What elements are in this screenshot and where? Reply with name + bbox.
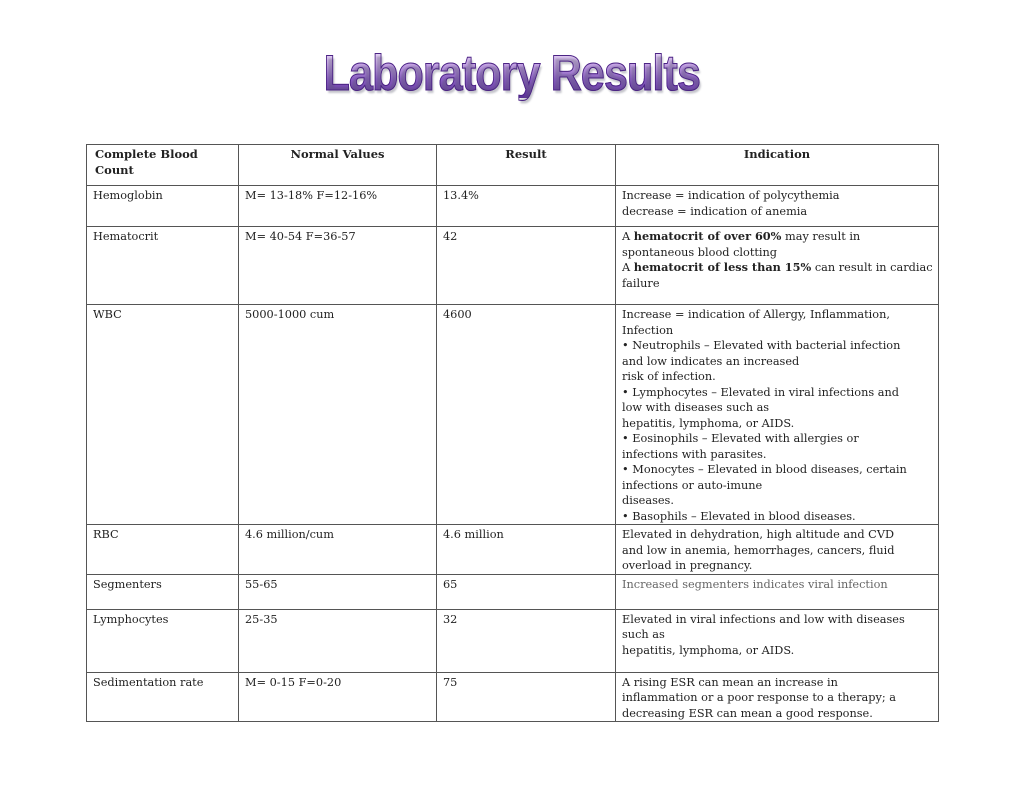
table-row: [87, 305, 939, 525]
indication-emphasis: hematocrit of less than 15%: [633, 260, 812, 274]
indication-line: [622, 276, 932, 292]
indication-line: Increase = indication of polycythemia: [622, 189, 840, 202]
indication: [616, 305, 939, 525]
indication-line: and low in anemia, hemorrhages, cancers, fluid: [622, 543, 895, 557]
table-row: [87, 609, 939, 672]
table-row: [87, 227, 939, 305]
indication: [616, 227, 939, 305]
table-row: [87, 525, 939, 575]
header-indication: Indication: [616, 145, 939, 186]
normal-values: M= 0-15 F=0-20: [239, 672, 437, 722]
indication-line: • Lymphocytes – Elevated in viral infections and: [622, 385, 899, 399]
indication-line: [622, 229, 932, 245]
indication: [616, 525, 939, 575]
indication-text: A: [622, 261, 634, 274]
normal-values: 55-65: [239, 574, 437, 609]
indication-text: can result in cardiac: [811, 261, 933, 274]
indication-text: may result in: [781, 230, 861, 243]
indication-line: • Neutrophils – Elevated with bacterial infection: [622, 339, 901, 352]
indication-line: low with diseases such as: [622, 401, 770, 414]
indication-line: [622, 245, 932, 261]
result-value: 32: [437, 609, 616, 672]
indication-line: hepatitis, lymphoma, or AIDS.: [622, 416, 795, 430]
indication: [616, 574, 939, 609]
result-value: 75: [437, 672, 616, 722]
normal-values: 25-35: [239, 609, 437, 672]
indication-line: decreasing ESR can mean a good response.: [622, 706, 873, 720]
indication-line: decrease = indication of anemia: [622, 204, 808, 218]
indication-line: infections with parasites.: [622, 447, 767, 461]
table-row: [87, 574, 939, 609]
indication-line: diseases.: [622, 494, 674, 507]
indication-line: Increase = indication of Allergy, Inflammation,: [622, 308, 890, 321]
test-name: Sedimentation rate: [87, 672, 239, 722]
test-name: WBC: [87, 305, 239, 525]
test-name: Lymphocytes: [87, 609, 239, 672]
indication-text: A: [622, 230, 634, 243]
table-row: [87, 186, 939, 227]
indication-line: A rising ESR can mean an increase in: [622, 675, 838, 689]
indication: [616, 609, 939, 672]
test-name: Segmenters: [87, 574, 239, 609]
indication-line: Elevated in dehydration, high altitude and CVD: [622, 528, 895, 541]
indication-line: risk of infection.: [622, 370, 716, 383]
lab-results-table: [86, 144, 939, 722]
indication-line: hepatitis, lymphoma, or AIDS.: [622, 643, 795, 657]
header-normal-values: Normal Values: [239, 145, 437, 186]
indication-line: infections or auto-imune: [622, 478, 763, 492]
indication-line: and low indicates an increased: [622, 354, 800, 368]
indication-line: Infection: [622, 323, 674, 337]
table-row: [87, 672, 939, 722]
indication-line: Increased segmenters indicates viral infection: [622, 577, 888, 591]
indication: [616, 672, 939, 722]
indication-line: [622, 260, 932, 276]
result-value: 4.6 million: [437, 525, 616, 575]
test-name: Hemoglobin: [87, 186, 239, 227]
header-result: Result: [437, 145, 616, 186]
title-area: [0, 45, 1023, 101]
indication-text: spontaneous blood clotting: [622, 245, 778, 259]
indication-line: such as: [622, 628, 665, 641]
indication-line: inflammation or a poor response to a therapy; a: [622, 691, 896, 704]
header-test: Complete Blood Count: [87, 145, 239, 186]
indication-emphasis: hematocrit of over 60%: [633, 229, 782, 243]
header-row: [87, 145, 939, 186]
indication: [616, 186, 939, 227]
normal-values: 4.6 million/cum: [239, 525, 437, 575]
indication-line: • Eosinophils – Elevated with allergies or: [622, 432, 859, 445]
result-value: 4600: [437, 305, 616, 525]
page-title: Laboratory Results: [323, 45, 700, 101]
result-value: 13.4%: [437, 186, 616, 227]
normal-values: 5000-1000 cum: [239, 305, 437, 525]
normal-values: M= 40-54 F=36-57: [239, 227, 437, 305]
indication-line: • Basophils – Elevated in blood diseases.: [622, 509, 856, 523]
indication-line: • Monocytes – Elevated in blood diseases, certain: [622, 463, 907, 476]
result-value: 65: [437, 574, 616, 609]
indication-line: Elevated in viral infections and low with diseases: [622, 612, 905, 626]
result-value: 42: [437, 227, 616, 305]
normal-values: M= 13-18% F=12-16%: [239, 186, 437, 227]
test-name: RBC: [87, 525, 239, 575]
indication-text: failure: [622, 276, 660, 290]
indication-line: overload in pregnancy.: [622, 559, 753, 572]
test-name: Hematocrit: [87, 227, 239, 305]
